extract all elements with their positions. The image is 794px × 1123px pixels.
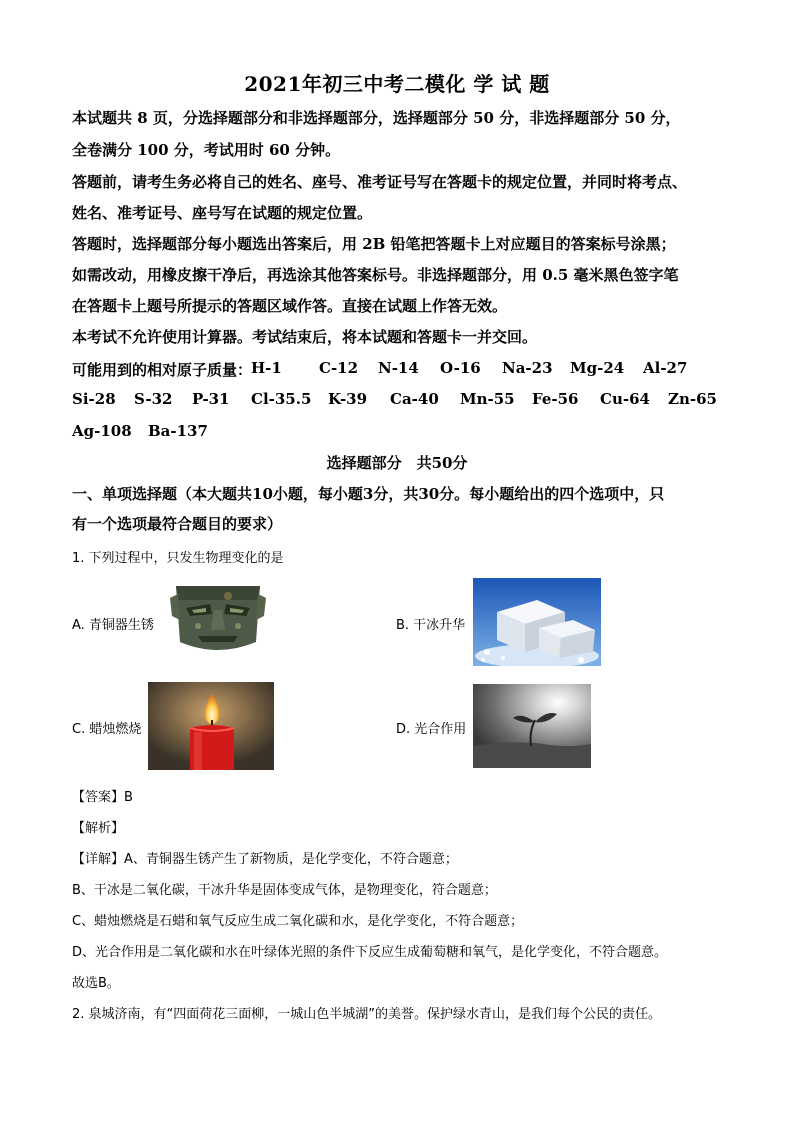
atomic-mass: Ba-137	[148, 422, 208, 440]
instruction-line: 全卷满分 100 分，考试用时 60 分钟。	[72, 141, 341, 159]
photosynthesis-image	[473, 684, 591, 768]
explanation-line: 故选B。	[72, 976, 120, 991]
instruction-line: 如需改动，用橡皮擦干净后，再选涂其他答案标号。非选择题部分，用 0.5 毫米黑色签字笔	[72, 266, 679, 284]
option-d-label: D. 光合作用	[396, 722, 467, 737]
atomic-mass: Si-28	[72, 390, 116, 408]
instruction-line: 姓名、准考证号、座号写在试题的规定位置。	[72, 204, 373, 222]
exam-title: 2021年初三中考二模化 学 试 题	[244, 72, 550, 96]
atomic-mass: S-32	[134, 390, 173, 408]
analysis-label: 【解析】	[72, 821, 125, 836]
atomic-mass: P-31	[192, 390, 230, 408]
instruction-line: 答题前，请考生务必将自己的姓名、座号、准考证号写在答题卡的规定位置，并同时将考点、	[72, 173, 688, 191]
instruction-line: 在答题卡上题号所提示的答题区域作答。直接在试题上作答无效。	[72, 297, 508, 315]
atomic-mass: C-12	[319, 359, 359, 377]
instruction-line: 本考试不允许使用计算器。考试结束后，将本试题和答题卡一并交回。	[72, 328, 538, 346]
atomic-mass: Cu-64	[600, 390, 650, 408]
explanation-line: D、光合作用是二氧化碳和水在叶绿体光照的条件下反应生成葡萄糖和氧气，是化学变化，不符合题意。	[72, 945, 668, 960]
atomic-mass: O-16	[440, 359, 481, 377]
section-title: 选择题部分 共50分	[326, 454, 468, 472]
explanation-line: B、干冰是二氧化碳，干冰升华是固体变成气体，是物理变化，符合题意；	[72, 883, 497, 898]
answer-line: 【答案】B	[72, 790, 133, 805]
option-c-label: C. 蜡烛燃烧	[72, 722, 142, 737]
bronze-mask-image	[168, 580, 268, 660]
instruction-line: 本试题共 8 页，分选择题部分和非选择题部分，选择题部分 50 分，非选择题部分 50 分，	[72, 109, 681, 127]
atomic-mass: Fe-56	[532, 390, 579, 408]
atomic-mass: Ca-40	[390, 390, 439, 408]
atomic-mass: Mn-55	[460, 390, 515, 408]
atomic-mass: Cl-35.5	[251, 390, 312, 408]
atomic-mass: K-39	[328, 390, 368, 408]
atomic-mass: H-1	[251, 359, 282, 377]
option-b-label: B. 干冰升华	[396, 618, 466, 633]
explanation-line: 【详解】A、青铜器生锈产生了新物质，是化学变化，不符合题意；	[72, 852, 458, 867]
candle-image	[148, 682, 274, 770]
option-a-label: A. 青铜器生锈	[72, 618, 154, 633]
atomic-mass: N-14	[378, 359, 419, 377]
instruction-line: 答题时，选择题部分每小题选出答案后，用 2B 铅笔把答题卡上对应题目的答案标号涂黑；	[72, 235, 676, 253]
question-stem: 1. 下列过程中，只发生物理变化的是	[72, 551, 284, 566]
atomic-mass: Al-27	[643, 359, 688, 377]
part-heading: 一、单项选择题（本大题共10小题，每小题3分，共30分。每小题给出的四个选项中，只	[72, 485, 665, 503]
atomic-mass: Mg-24	[570, 359, 625, 377]
atomic-mass: Na-23	[502, 359, 553, 377]
part-heading: 有一个选项最符合题目的要求）	[72, 515, 283, 533]
question-stem: 2. 泉城济南，有“四面荷花三面柳，一城山色半城湖”的美誉。保护绿水青山，是我们每个公民的责任。	[72, 1007, 662, 1022]
dry-ice-image	[473, 578, 601, 666]
atomic-mass: Ag-108	[72, 422, 132, 440]
atomic-mass: Zn-65	[668, 390, 717, 408]
explanation-line: C、蜡烛燃烧是石蜡和氧气反应生成二氧化碳和水，是化学变化，不符合题意；	[72, 914, 524, 929]
atomic-mass-label: 可能用到的相对原子质量：	[72, 361, 253, 379]
